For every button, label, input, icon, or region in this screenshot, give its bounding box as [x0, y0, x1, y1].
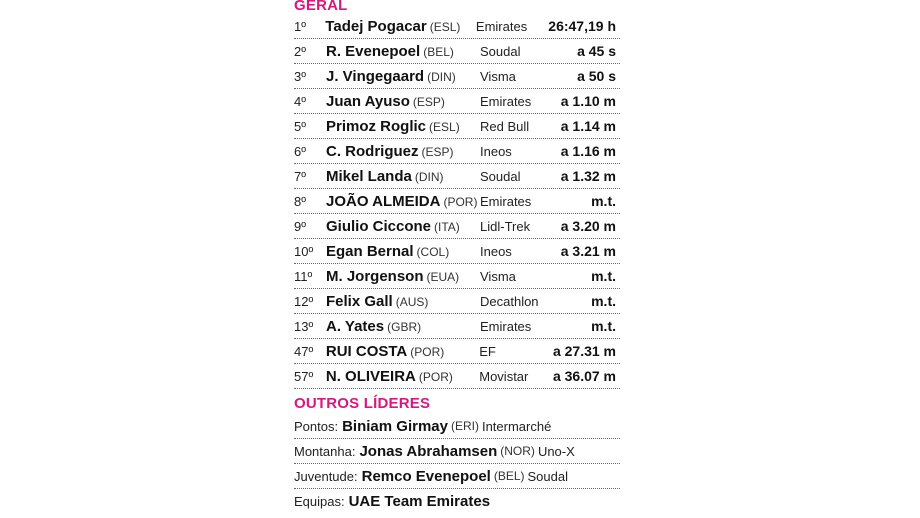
rider [326, 43, 480, 60]
leader-category: Montanha: [294, 443, 356, 459]
rider-time: a 50 s [577, 68, 616, 84]
geral-table [294, 14, 620, 389]
rider-time: m.t. [591, 268, 616, 284]
position: 47º [294, 343, 314, 359]
standings-row [294, 264, 620, 289]
rider [326, 243, 480, 260]
standings-row [294, 214, 620, 239]
standings-row [294, 139, 620, 164]
standings-row [294, 289, 620, 314]
leader-name: UAE Team Emirates [348, 493, 491, 510]
rider-team: Visma [480, 68, 516, 84]
rider [326, 368, 479, 385]
rider [326, 118, 480, 135]
rider-team: Ineos [480, 143, 512, 159]
rider-time: a 1.10 m [560, 93, 616, 109]
standings-row [294, 189, 620, 214]
rider-time: a 1.14 m [560, 118, 616, 134]
rider [326, 68, 480, 85]
outros-list [294, 414, 620, 514]
leader-row [294, 414, 620, 439]
position: 7º [294, 168, 306, 184]
position: 13º [294, 318, 314, 334]
rider-country: (POR) [418, 369, 453, 384]
rider-country: (POR) [410, 344, 445, 359]
geral-title: GERAL [294, 0, 348, 14]
position: 1º [294, 18, 306, 34]
rider-team: Lidl-Trek [480, 218, 531, 234]
rider-country: (ESL) [429, 119, 460, 134]
standings-row [294, 89, 620, 114]
rider-country: (AUS) [395, 294, 429, 309]
standings-row [294, 364, 620, 389]
rider-country: (ESL) [429, 19, 461, 34]
rider [326, 293, 480, 310]
standings-row [294, 239, 620, 264]
rider-time: a 3.20 m [560, 218, 616, 234]
rider-team: EF [479, 343, 496, 359]
rider [326, 318, 480, 335]
rider-name: A. Yates [326, 317, 385, 335]
rider-time: m.t. [591, 318, 616, 334]
rider-country: (ESP) [421, 144, 454, 159]
rider-country: (BEL) [423, 44, 454, 59]
leader-team: Soudal [527, 468, 568, 484]
rider-name: JOÃO ALMEIDA [326, 192, 441, 210]
standings-row [294, 164, 620, 189]
rider [326, 143, 480, 160]
rider-time: m.t. [591, 293, 616, 309]
leader-team: Uno-X [537, 443, 575, 459]
rider-team: Visma [480, 268, 516, 284]
rider-name: Tadej Pogacar [325, 17, 427, 35]
rider-team: Red Bull [480, 118, 530, 134]
outros-title: OUTROS LÍDERES [294, 395, 431, 412]
standings-row [294, 14, 620, 39]
rider-country: (ITA) [434, 219, 460, 234]
standings-row [294, 339, 620, 364]
rider-team: Emirates [480, 193, 532, 209]
rider-country: (GBR) [387, 319, 422, 334]
leader-country: (NOR) [500, 444, 535, 458]
standings-row [294, 39, 620, 64]
rider-name: Juan Ayuso [326, 92, 410, 110]
position: 11º [294, 268, 313, 284]
rider-time: a 1.16 m [560, 143, 616, 159]
leader-name: Remco Evenepoel [361, 467, 491, 485]
rider-team: Emirates [480, 318, 532, 334]
rider-name: C. Rodriguez [326, 142, 419, 160]
leader-row [294, 464, 620, 489]
rider-name: RUI COSTA [325, 342, 408, 360]
rider-name: Giulio Ciccone [326, 217, 432, 235]
rider-name: N. OLIVEIRA [325, 367, 416, 385]
leader-country: (ERI) [450, 419, 479, 433]
leader-row [294, 489, 620, 514]
rider-time: a 36.07 m [552, 368, 617, 384]
position: 3º [294, 68, 306, 84]
rider-team: Decathlon [480, 293, 539, 309]
rider-country: (EUA) [426, 269, 460, 284]
position: 2º [294, 43, 306, 59]
rider-time: 26:47,19 h [548, 18, 616, 34]
leader-name: Biniam Girmay [342, 417, 448, 435]
rider-country: (DIN) [427, 69, 456, 84]
standings-row [294, 114, 620, 139]
leader-row [294, 439, 620, 464]
rider [326, 193, 480, 210]
rider-time: a 3.21 m [560, 243, 616, 259]
rider-country: (POR) [443, 194, 478, 209]
position: 5º [294, 118, 306, 134]
rider-name: Felix Gall [326, 292, 393, 310]
rider-team: Emirates [475, 18, 528, 34]
position: 8º [294, 193, 306, 209]
rider-country: (COL) [416, 244, 450, 259]
rider-name: Egan Bernal [326, 242, 414, 260]
rider-name: Primoz Roglic [326, 117, 427, 135]
rider [326, 268, 480, 285]
leader-name: Jonas Abrahamsen [359, 442, 498, 460]
rider-time: a 45 s [577, 43, 616, 59]
rider [325, 18, 476, 35]
position: 9º [294, 218, 306, 234]
rider-time: a 1.32 m [560, 168, 616, 184]
rider-team: Soudal [480, 43, 521, 59]
position: 12º [294, 293, 314, 309]
rider-country: (ESP) [412, 94, 445, 109]
leader-category: Juventude: [294, 468, 358, 484]
rider-name: R. Evenepoel [326, 42, 421, 60]
rider [326, 343, 479, 360]
standings-row [294, 64, 620, 89]
rider [326, 168, 480, 185]
rider-name: M. Jorgenson [326, 267, 424, 285]
rider-name: J. Vingegaard [326, 67, 425, 85]
rider [326, 218, 480, 235]
leader-category: Equipas: [294, 494, 345, 509]
position: 10º [294, 243, 314, 259]
rider-time: a 27.31 m [552, 343, 617, 359]
rider-time: m.t. [591, 193, 616, 209]
leader-team: Intermarché [481, 418, 552, 434]
standings-panel [294, 0, 620, 514]
rider-team: Movistar [479, 368, 529, 384]
rider-team: Ineos [480, 243, 512, 259]
rider-name: Mikel Landa [326, 167, 412, 185]
position: 6º [294, 143, 306, 159]
rider [326, 93, 480, 110]
standings-row [294, 314, 620, 339]
rider-country: (DIN) [414, 169, 444, 184]
position: 4º [294, 93, 306, 109]
position: 57º [294, 368, 314, 384]
leader-category: Pontos: [294, 418, 339, 434]
rider-team: Soudal [480, 168, 521, 184]
leader-country: (BEL) [493, 469, 525, 483]
rider-team: Emirates [480, 93, 532, 109]
